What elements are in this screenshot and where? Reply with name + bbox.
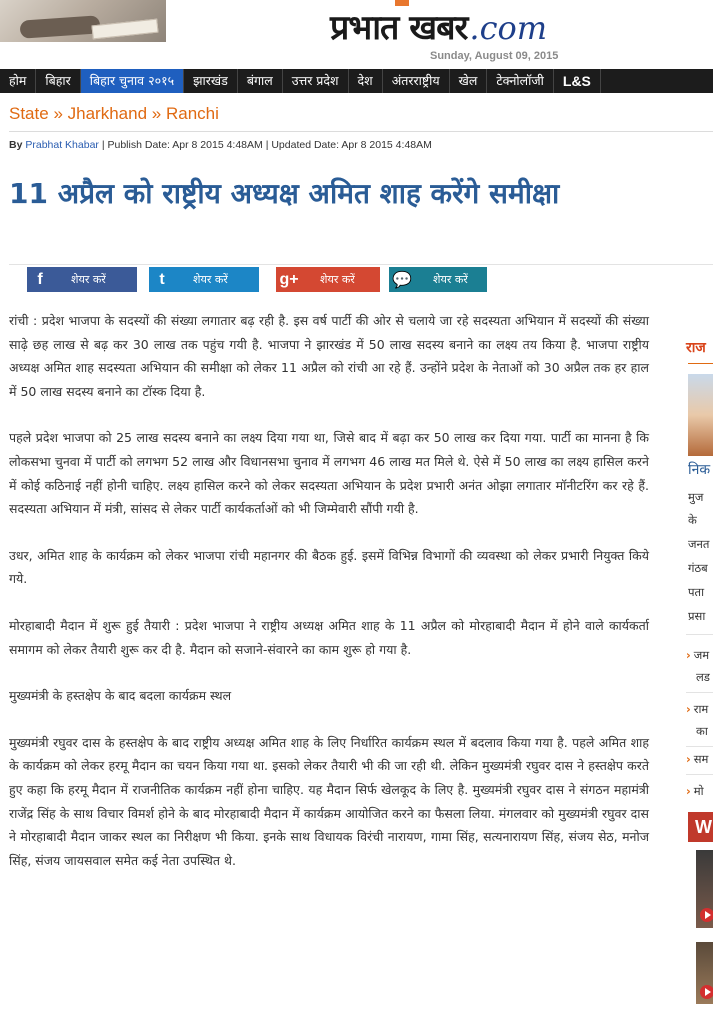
sidebar-bullet-link[interactable] (686, 702, 708, 717)
article-paragraph: रांची : प्रदेश भाजपा के सदस्यों की संख्या लगातार बढ़ रही है. इस वर्ष पार्टी की ओर से चलाये जा रहे सदस्यता अभियान में सदस्यों की संख्या साढ़े छह लाख से बढ़ कर 30 लाख तक पहुंच गयी है. भाजपा ने झारखंड में 50 लाख सदस्य बनाने का लक्ष्य तय किया है. भाजपा राष्ट्रीय अध्यक्ष अमित शाह सदस्यता अभियान की समीक्षा को लेकर 11 अप्रैल को रांची आ रहे हैं. उन्होंने प्रदेश के नेताओं को 30 अप्रैल तक हर हाल में 50 लाख सदस्य बनाने का टॉस्क दिया है. (9, 313, 649, 399)
divider (686, 692, 713, 693)
byline-sep: | (265, 139, 269, 151)
byline (9, 139, 432, 151)
share-comment-button[interactable] (389, 267, 487, 292)
sidebar-bullet-link[interactable] (686, 784, 704, 799)
sidebar-title-underline (688, 363, 713, 364)
site-header (0, 0, 713, 68)
byline-by: By (9, 139, 23, 151)
breadcrumb-state[interactable]: State (9, 104, 49, 123)
divider (686, 746, 713, 747)
sidebar-headline[interactable]: निक (688, 462, 711, 478)
nav-item-bihar-election[interactable]: बिहार चुनाव २०१५ (81, 69, 184, 93)
nav-item-jharkhand[interactable]: झारखंड (184, 69, 238, 93)
divider (686, 634, 713, 635)
sidebar-bullet-text: मो (693, 784, 704, 798)
sidebar-thumbnail[interactable] (688, 374, 713, 456)
header-photo-book (91, 19, 158, 40)
breadcrumb-jharkhand[interactable]: Jharkhand (67, 104, 148, 123)
article-subheading: मुख्यमंत्री के हस्तक्षेप के बाद बदला कार्यक्रम स्थल (9, 688, 232, 704)
logo-domain: .com (469, 9, 548, 47)
nav-item-technology[interactable]: टेक्नोलॉजी (487, 69, 554, 93)
comment-icon: 💬 (392, 271, 412, 289)
play-icon (700, 908, 713, 922)
main-nav (0, 69, 713, 93)
header-photo-arm (19, 15, 100, 39)
chevron-right-icon: › (686, 702, 691, 716)
sidebar-bullet-text: लड (696, 670, 710, 684)
header-photo (0, 0, 166, 42)
article-paragraph: मुख्यमंत्री रघुवर दास के हस्तक्षेप के बाद राष्ट्रीय अध्यक्ष अमित शाह के लिए निर्धारित कार्यक्रम स्थल में बदलाव किया गया है. पहले अमित शाह के कार्यक्रम को लेकर हरमू मैदान का चयन किया गया था. इसको लेकर तैयारी भी की जा रही थी. लेकिन मुख्यमंत्री रघुवर दास ने हस्तक्षेप करते हुए कहा कि हरमू मैदान में राजनीतिक कार्यक्रम नहीं होना चाहिए. यह मैदान सिर्फ खेलकूद के लिए है. मुख्यमंत्री रघुवर दास ने संगठन महामंत्री राजेंद्र सिंह के साथ विचार विमर्श होने के बाद मोरहाबादी मैदान में कार्यक्रम आयोजित करने का फैसला लिया. मंगलवार को मुख्यमंत्री रघुवर दास ने मोरहाबादी मैदान जाकर स्थल का निरीक्षण भी किया. इनके साथ विधायक विरंची नारायण, गामा सिंह, सत्यनारायण सिंह, संजय सेठ, मनोज सिंह, संजय जायसवाल समेत कई नेता उपस्थित थे. (9, 734, 649, 868)
divider (9, 264, 713, 265)
sidebar-text-line: पता (688, 585, 705, 599)
sidebar-bullet-text: का (696, 724, 708, 738)
byline-updated: Updated Date: Apr 8 2015 4:48AM (271, 139, 432, 151)
chevron-right-icon: › (686, 648, 691, 662)
logo-text: प्रभात खबर (330, 8, 468, 48)
share-facebook-label: शेयर करें (71, 273, 106, 286)
share-gplus-button[interactable] (276, 267, 380, 292)
sidebar-title: राज (686, 340, 706, 356)
chevron-right-icon: › (686, 752, 691, 766)
breadcrumb (9, 104, 219, 124)
breadcrumb-separator: » (151, 104, 162, 123)
share-facebook-button[interactable] (27, 267, 137, 292)
nav-item-bengal[interactable]: बंगाल (238, 69, 283, 93)
article-paragraph: मोरहाबादी मैदान में शुरू हुई तैयारी : प्रदेश भाजपा ने राष्ट्रीय अध्यक्ष अमित शाह के 11 अप्रैल को मोरहाबादी मैदान में होने वाले कार्यकर्ता समागम को लेकर तैयारी शुरू कर दी है. मैदान को सजाने-संवारने का काम शुरू हो गया है. (9, 617, 649, 657)
nav-item-desh[interactable]: देश (349, 69, 383, 93)
site-logo[interactable] (330, 4, 547, 48)
header-date: Sunday, August 09, 2015 (430, 50, 559, 62)
sidebar-bullet-text: राम (693, 702, 709, 716)
breadcrumb-separator: » (53, 104, 63, 123)
sidebar-text-line: मुज (688, 490, 704, 504)
article-body (9, 309, 649, 895)
share-gplus-label: शेयर करें (320, 273, 355, 286)
sidebar-text-line: के (688, 513, 697, 527)
article-headline: 11 अप्रैल को राष्ट्रीय अध्यक्ष अमित शाह करेंगे समीक्षा (9, 177, 560, 210)
sidebar-bullet-text: जम (693, 648, 710, 662)
play-icon (700, 985, 713, 999)
breadcrumb-ranchi[interactable]: Ranchi (165, 104, 219, 123)
sidebar-bullet-link[interactable] (686, 648, 709, 663)
sidebar-text-line: जनत (688, 537, 710, 551)
facebook-icon: f (37, 270, 43, 288)
nav-item-sports[interactable]: खेल (450, 69, 488, 93)
nav-item-bihar[interactable]: बिहार (36, 69, 80, 93)
divider (9, 131, 713, 132)
nav-item-uttar-pradesh[interactable]: उत्तर प्रदेश (283, 69, 349, 93)
byline-sep: | (101, 139, 105, 151)
byline-publish: Publish Date: Apr 8 2015 4:48AM (107, 139, 263, 151)
byline-author[interactable]: Prabhat Khabar (25, 139, 99, 151)
share-comment-label: शेयर करें (433, 273, 468, 286)
nav-item-ls[interactable]: L&S (554, 69, 601, 93)
sidebar-text-line: गंठब (688, 561, 708, 575)
nav-item-home[interactable]: होम (0, 69, 36, 93)
sidebar-bullet-link[interactable] (686, 752, 708, 767)
sidebar-video-badge: W (688, 812, 713, 842)
right-sidebar (682, 330, 713, 1013)
gplus-icon: g+ (279, 270, 299, 288)
chevron-right-icon: › (686, 784, 691, 798)
sidebar-text-line: प्रसा (688, 609, 706, 623)
article-paragraph: पहले प्रदेश भाजपा को 25 लाख सदस्य बनाने का लक्ष्य दिया गया था, जिसे बाद में बढ़ा कर 50 लाख कर दिया गया. पार्टी का मानना है कि लोकसभा चुनवा में पार्टी को लगभग 52 लाख और विधानसभा चुनाव में लगभग 46 लाख मत मिले थे. ऐसे में 50 लाख का लक्ष्य हासिल करने में कोई कठिनाई नहीं होनी चाहिए. लक्ष्य हासिल करने को लेकर सदस्यता अभियान के प्रदेश प्रभारी अनंत ओझा लगातार मॉनीटरिंग कर रहे हैं. सदस्यता अभियान में मंत्री, सांसद से लेकर पार्टी कार्यकर्ताओं को भी जिम्मेवारी सौंपी गयी है. (9, 430, 649, 517)
share-twitter-label: शेयर करें (193, 273, 228, 286)
twitter-icon: t (159, 270, 165, 288)
share-twitter-button[interactable] (149, 267, 259, 292)
nav-item-international[interactable]: अंतरराष्ट्रीय (383, 69, 450, 93)
article-paragraph: उधर, अमित शाह के कार्यक्रम को लेकर भाजपा रांची महानगर की बैठक हुई. इसमें विभिन्न विभागों की व्यवस्था को लेकर प्रभारी नियुक्त किये गये. (9, 547, 649, 587)
divider (686, 774, 713, 775)
sidebar-bullet-text: सम (693, 752, 709, 766)
